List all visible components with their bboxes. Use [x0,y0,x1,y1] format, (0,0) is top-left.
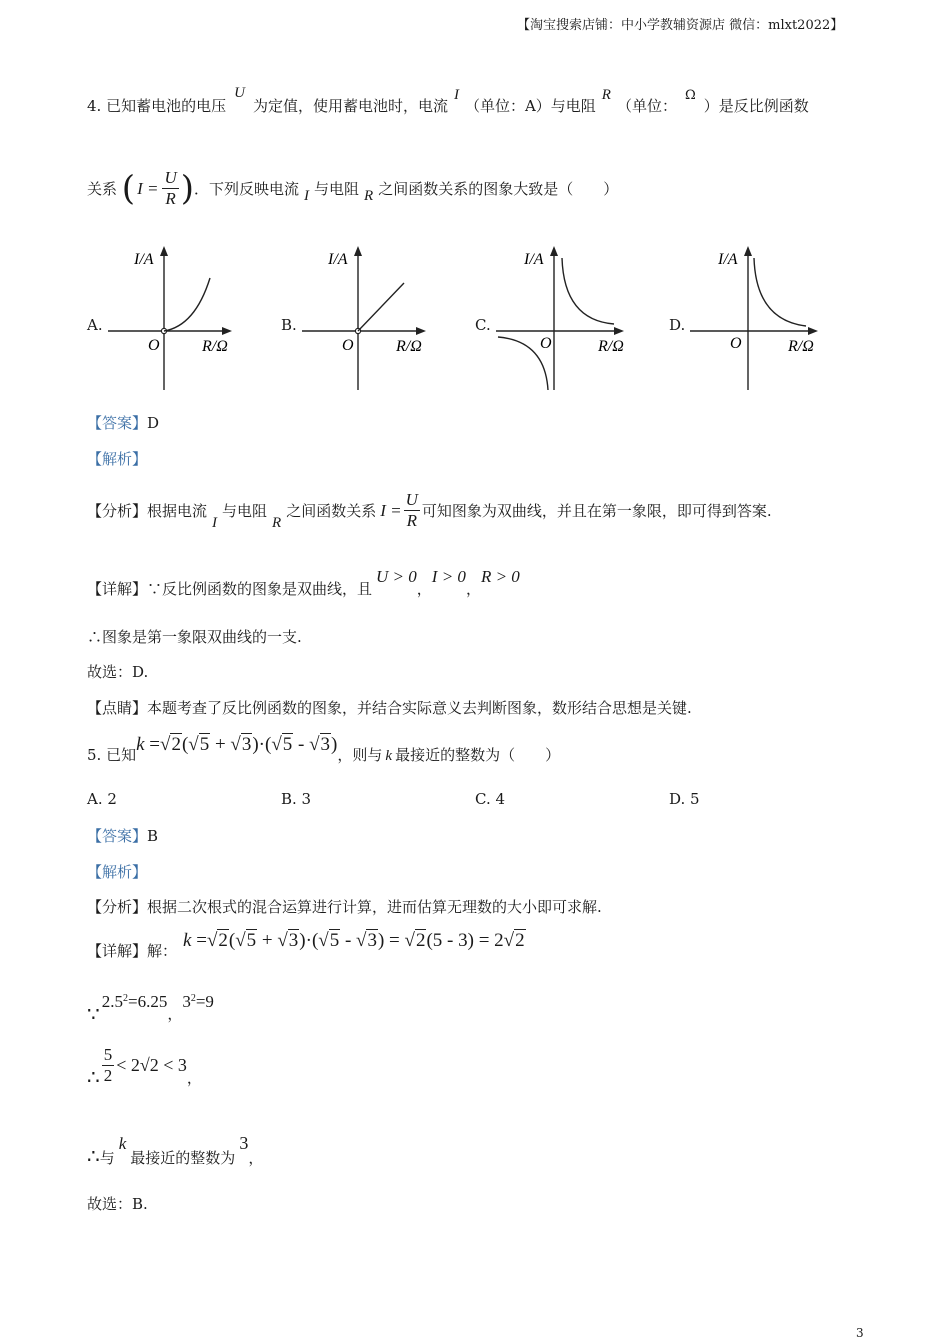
page-number: 3 [856,1326,864,1340]
q4-jiexi-tag: 【解析】 [87,450,148,468]
x-axis-label: R/Ω [396,338,422,355]
y-arrow-icon [160,246,168,256]
var-I: I [453,87,459,103]
option-label-c: C. [475,316,491,334]
var-R: R [601,87,611,103]
fenxi-fraction: $\frac{U}{R}$ [405,490,418,530]
answer-value: B [147,827,159,845]
cond-R: R > 0 [480,567,520,586]
var-U: U [234,85,245,101]
option-label-b: B. [281,316,297,334]
q4-dianjing: 【点睛】本题考查了反比例函数的图象，并结合实际意义去判断图象，数形结合思想是关键. [87,699,692,717]
y-axis-label: I/A [524,251,544,268]
graph-a [100,240,250,395]
y-arrow-icon [354,246,362,256]
x-axis-label: R/Ω [598,338,624,355]
y-arrow-icon [744,246,752,256]
origin-label: O [540,335,552,352]
q5-option-c: C. 4 [475,790,506,808]
q5-lead: 5. 已知 [87,746,137,764]
y-arrow-icon [550,246,558,256]
origin-label: O [730,335,742,352]
x-axis-label: R/Ω [202,338,228,355]
therefore-symbol: ∴ [87,1067,100,1089]
q5-expression: k =√2(√5 + √3)·(√5 - √3) [136,734,338,755]
q4-text-xialie: ．下列反映电流 [194,180,300,198]
q4-therefore: ∴图象是第一象限双曲线的一支. [87,628,302,646]
q4-text-a: 4. 已知蓄电池的电压 [87,97,227,115]
q5-answer [87,825,158,846]
cond-U: U > 0 [376,567,417,586]
q4-guxuan: 故选：D. [87,663,149,681]
xiangjie-tag: 【详解】 [87,580,148,598]
q4-line2: 关系 ( I = $\frac{U}{R}$ )．下列反映电流 I 与电阻 R 之间函数关系的图象大致是（ ） [87,168,619,209]
q5-derivation: k =√2(√5 + √3)·(√5 - √3) = √2(5 - 3) = 2√2 [183,930,525,951]
dianjing-tag: 【点睛】 [87,699,148,717]
graph-d [684,240,834,395]
curve-parabola [164,278,210,331]
q5-because: $\because 2.5^2=6.25$，$3^2=9$ [87,992,214,1026]
cond-I: I > 0 [431,567,466,586]
because-symbol: ∵ [87,1004,100,1026]
q4-text-e: ）是反比例函数 [703,97,809,115]
ohm-symbol: Ω [684,88,696,103]
x-arrow-icon [416,327,426,335]
five-halves: $\frac{5}{2}$ [103,1045,113,1085]
q5-option-d: D. 5 [669,790,700,808]
origin-label: O [342,337,354,354]
q5-option-a: A. 2 [87,790,117,808]
option-label-d: D. [669,316,686,334]
q4-text-d: （单位： [616,97,677,115]
x-arrow-icon [614,327,624,335]
answer-tag: 【答案】 [87,827,148,845]
answer-tag: 【答案】 [87,414,148,432]
q5-xiangjie: 【详解】解： k =√2(√5 + √3)·(√5 - √3) = √2(5 - 3) = 2√2 [87,930,525,960]
curve-branch-q1 [754,258,806,326]
q5-jiexi-tag: 【解析】 [87,863,148,881]
x-arrow-icon [808,327,818,335]
q4-answer [87,412,159,433]
graph-b [294,240,444,395]
q5-fenxi: 【分析】根据二次根式的混合运算进行计算，进而估算无理数的大小即可求解. [87,898,602,916]
q5-step3: ∴与k最接近的整数为3， [87,1133,264,1168]
y-axis-label: I/A [328,251,348,268]
q4-text-guanxi: 关系 [87,180,118,198]
line-proportional [358,283,404,331]
q5-option-b: B. 3 [281,790,312,808]
q4-text-b: 为定值，使用蓄电池时，电流 [252,97,448,115]
answer-value: D [147,414,160,432]
q5-stem: 5. 已知k =√2(√5 + √3)·(√5 - √3)，则与 k 最接近的整数为（ ） [87,734,561,764]
x-axis-label: R/Ω [788,338,814,355]
x-arrow-icon [222,327,232,335]
q4-xiangjie: 【详解】∵反比例函数的图象是双曲线，且U > 0，I > 0，R > 0 [87,567,520,598]
y-axis-label: I/A [134,251,154,268]
q4-line1 [87,85,809,116]
q5-guxuan: 故选：B. [87,1195,148,1213]
y-axis-label: I/A [718,251,738,268]
q4-fenxi: 【分析】根据电流I与电阻R之间函数关系 I = $\frac{U}{R}$ 可知图象为双曲线，并且在第一象限，即可得到答案. [87,490,772,531]
option-label-a: A. [87,316,103,334]
page-header: 【淘宝搜索店铺：中小学教辅资源店 微信：mlxt2022】 [517,18,844,33]
q5-inequality: ∴ $\frac{5}{2}$ < 2√2 < 3， [87,1045,202,1089]
fenxi-tag: 【分析】 [87,502,148,520]
curve-branch-q1 [562,258,614,324]
graph-c [490,240,640,395]
formula-lhs: I = [137,178,159,198]
q4-text-c: （单位：A）与电阻 [464,97,596,115]
formula-fraction: $\frac{U}{R}$ [164,168,177,208]
origin-label: O [148,337,160,354]
